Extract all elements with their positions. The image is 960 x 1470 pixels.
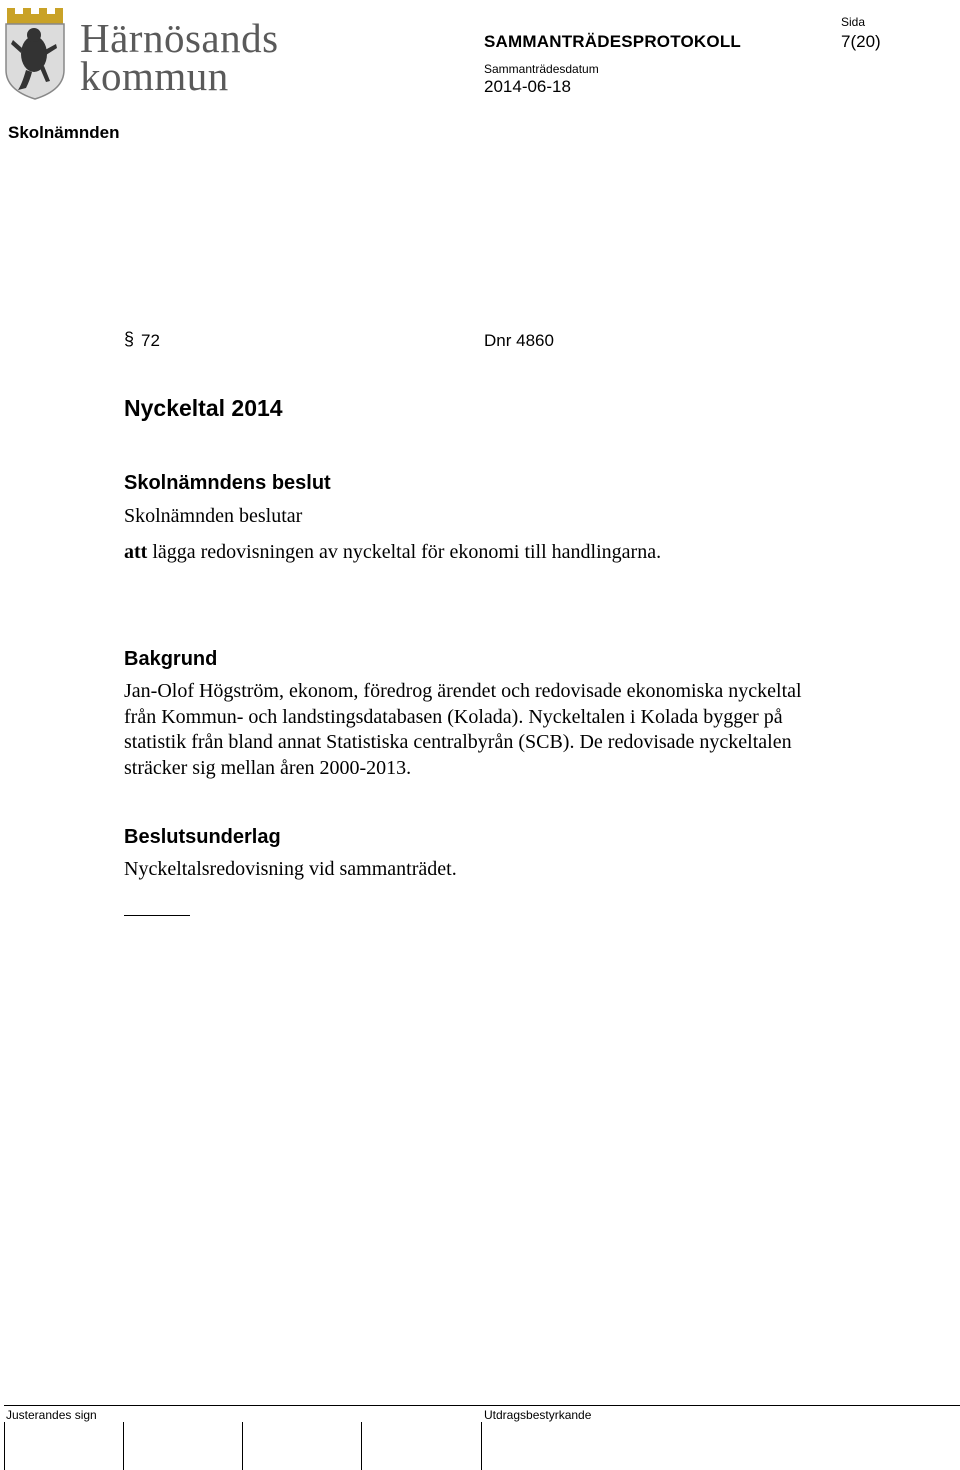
- basis-text: Nyckeltalsredovisning vid sammanträdet.: [124, 858, 457, 880]
- decision-intro: Skolnämnden beslutar: [124, 505, 303, 527]
- decision-att: att: [124, 541, 148, 563]
- municipality-wordmark-line2: kommun: [80, 53, 229, 99]
- item-title: Nyckeltal 2014: [124, 395, 283, 421]
- signature-box-divider: [361, 1422, 362, 1470]
- background-text: Jan-Olof Högström, ekonom, föredrog ärendet och redovisade ekonomiska nyckeltal från Kommun- och landstingsdatabasen (Kolada). Nyckeltalen i Kolada bygger på statistik från bland annat Statistiska centralbyrån (SCB). De redovisade nyckeltalen sträcker sig mellan åren 2000-2013.: [124, 680, 802, 779]
- footer-sign-label: Justerandes sign: [6, 1408, 97, 1422]
- signature-box-divider: [242, 1422, 243, 1470]
- signature-box-divider: [123, 1422, 124, 1470]
- background-heading: Bakgrund: [124, 648, 218, 670]
- footer-rule: [4, 1405, 960, 1406]
- decision-text: [124, 541, 661, 564]
- coat-of-arms-logo-icon: [4, 4, 66, 100]
- municipality-wordmark-line1: Härnösands: [80, 15, 279, 61]
- decision-heading: Skolnämndens beslut: [124, 472, 331, 494]
- meeting-date-label: Sammanträdesdatum: [484, 62, 599, 76]
- diary-number: Dnr 4860: [484, 331, 554, 350]
- document-type-title: SAMMANTRÄDESPROTOKOLL: [484, 32, 741, 51]
- paragraph-number: 72: [141, 331, 160, 350]
- meeting-date: 2014-06-18: [484, 77, 571, 96]
- signature-box-divider: [481, 1422, 482, 1470]
- page-label: Sida: [841, 15, 866, 29]
- municipality-wordmark: [80, 15, 279, 99]
- committee-name: Skolnämnden: [8, 123, 120, 142]
- footer-extract-label: Utdragsbestyrkande: [484, 1408, 592, 1422]
- signature-box-divider: [4, 1422, 5, 1470]
- section-sign: §: [124, 329, 135, 349]
- decision-body: lägga redovisningen av nyckeltal för ekonomi till handlingarna.: [147, 541, 662, 563]
- page-number: 7(20): [841, 32, 881, 51]
- basis-heading: Beslutsunderlag: [124, 826, 281, 848]
- end-of-item-rule: [124, 915, 190, 916]
